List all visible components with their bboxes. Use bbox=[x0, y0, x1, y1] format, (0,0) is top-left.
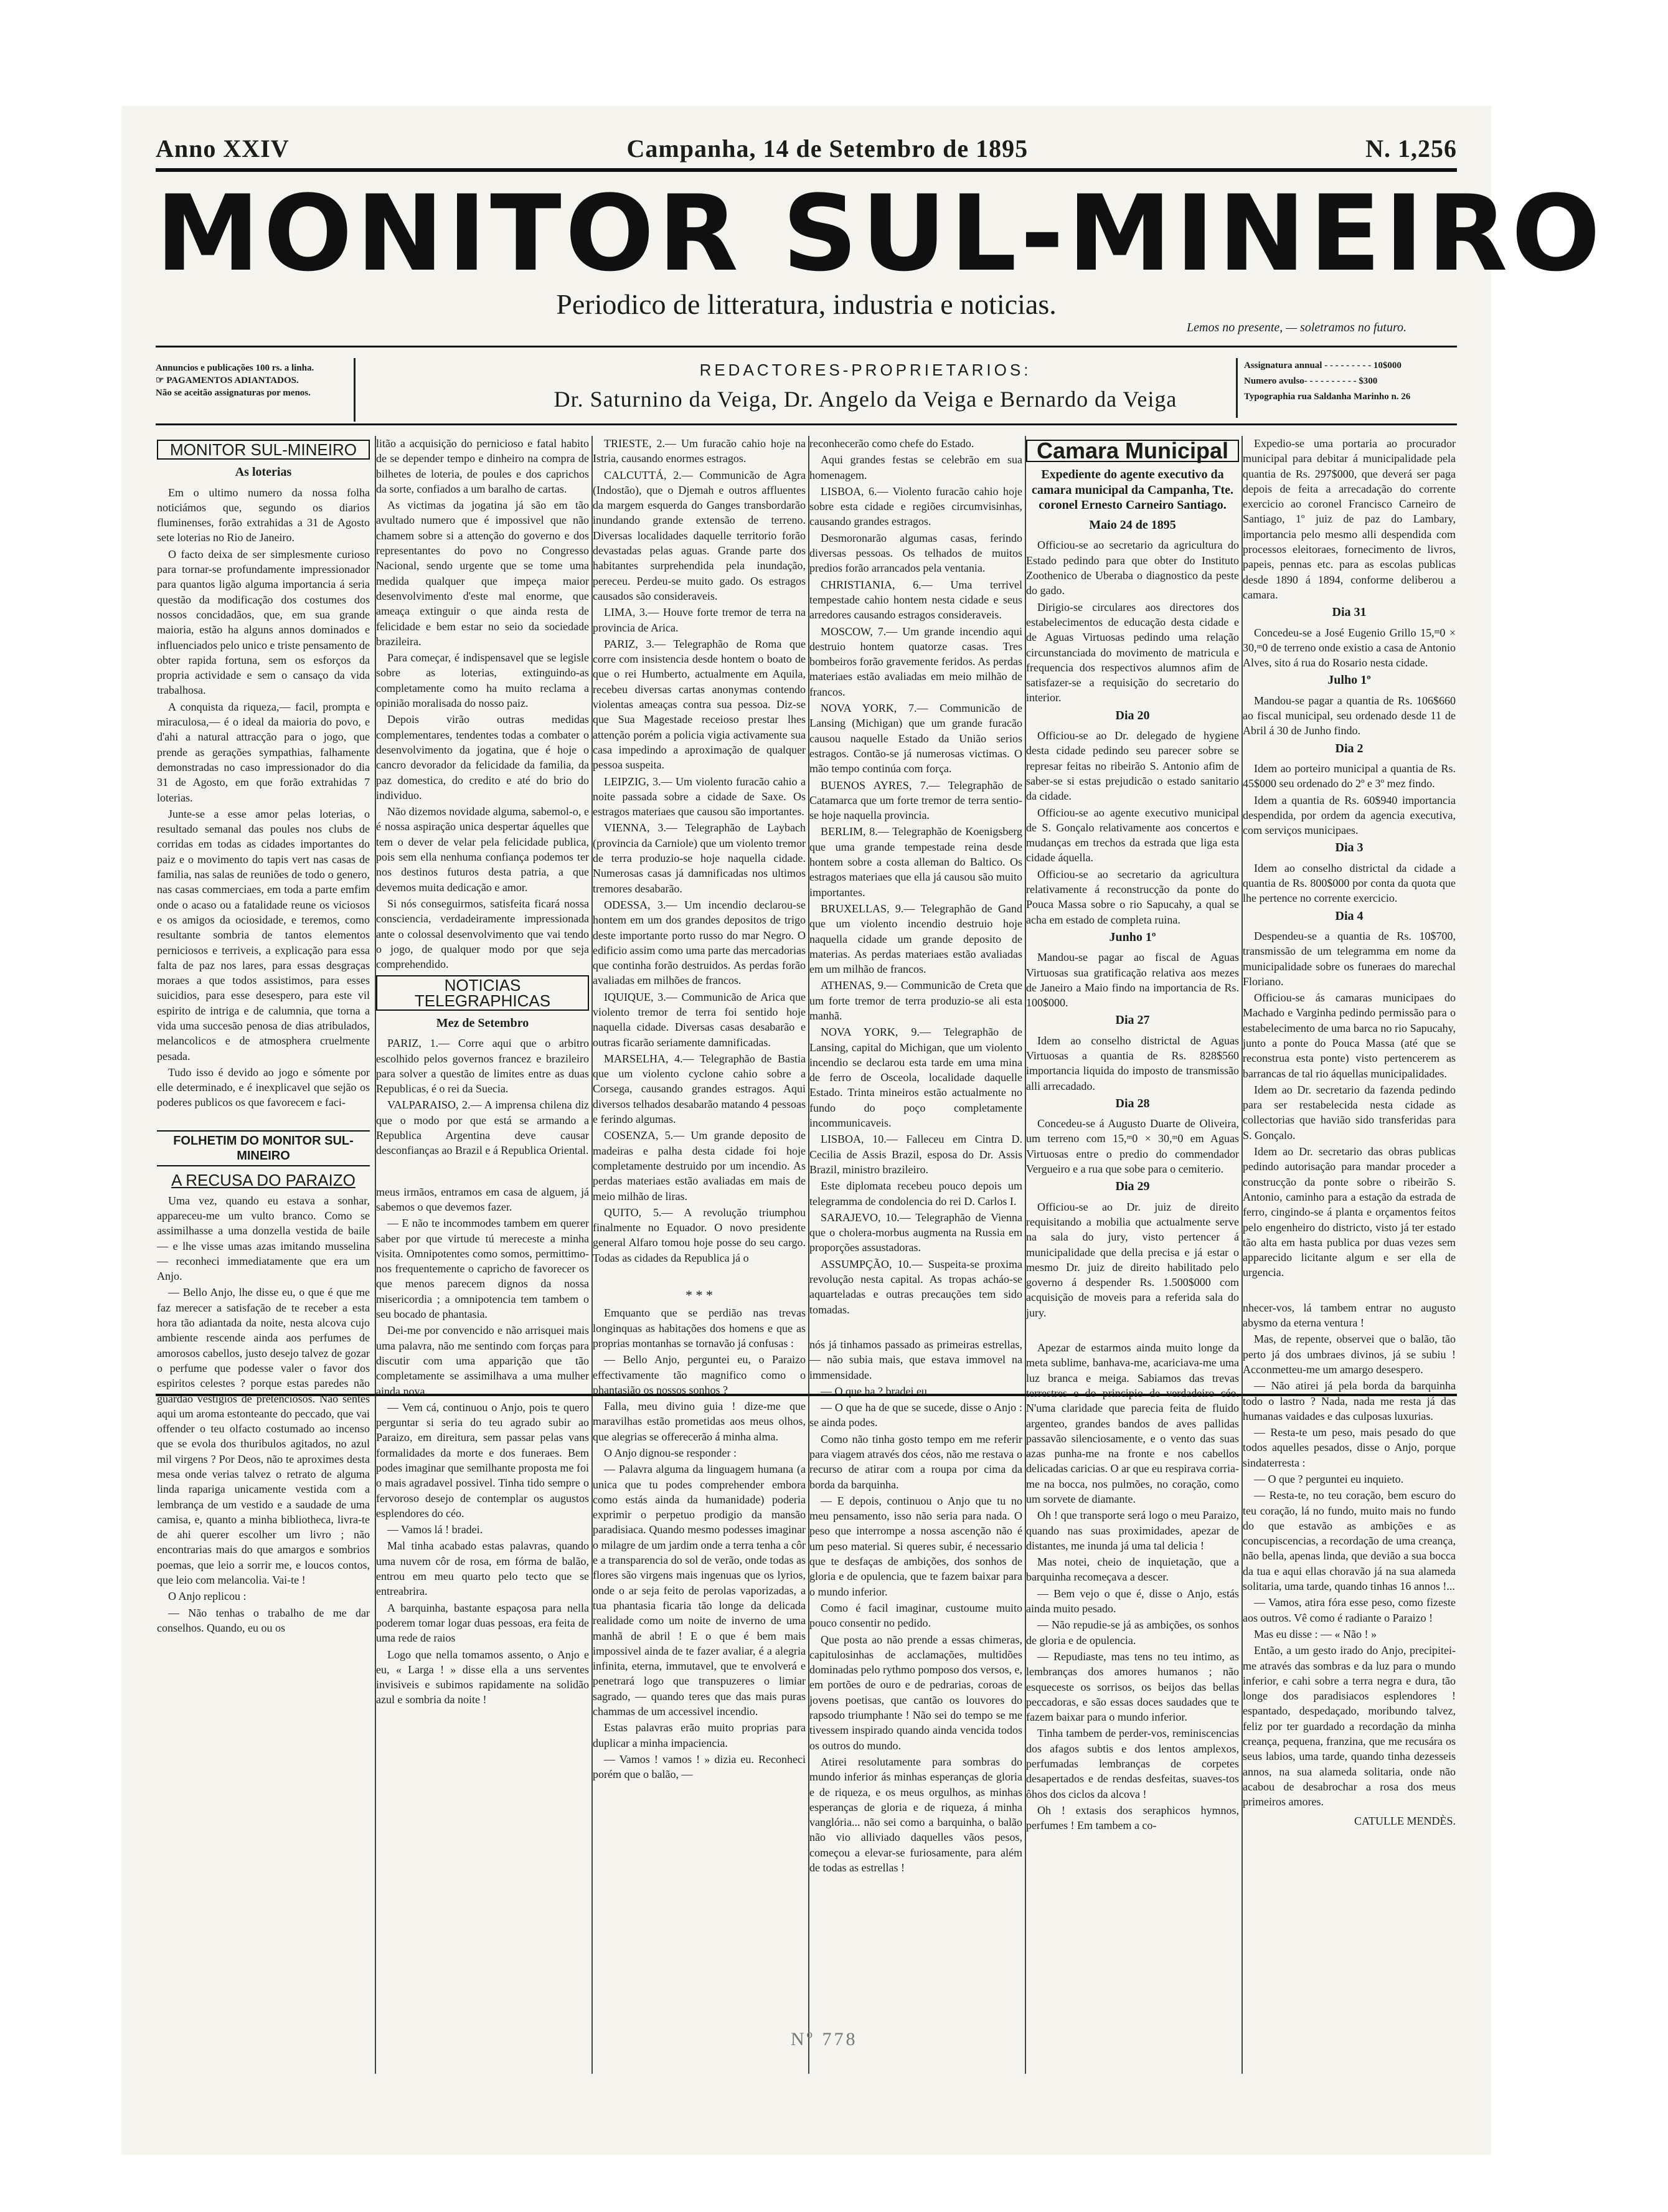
annual-price: Assignatura annual - - - - - - - - - 10$000 bbox=[1244, 361, 1402, 371]
telegrams-heading: NOTICIAS TELEGRAPHICAS bbox=[376, 975, 589, 1011]
paragraph: — O que ha de que se sucede, disse o Anjo : se ainda podes. bbox=[809, 1401, 1022, 1429]
editors-names: Dr. Saturnino da Veiga, Dr. Angelo da Veiga e Bernardo da Veiga bbox=[554, 387, 1177, 412]
paragraph: — Vamos ! vamos ! » dizia eu. Reconheci porém que o balão, — bbox=[593, 1752, 806, 1781]
entry-date: Dia 20 bbox=[1115, 708, 1150, 722]
telegram: CALCUTTÁ, 2.— Communicão de Agra (Indostão), que o Djemah e outros affluentes da margem esquerda do Ganges transbordarão inundando grande extensão de terreno. Diversas localidades daquelle territorio forão devastadas pelas aguas. Grande parte dos habitantes surprehendida pela inundação, pereceu. Perdeu-se muito gado. Os estragos causados são consideraveis. bbox=[593, 468, 806, 602]
paragraph: Junte-se a esse amor pelas loterias, o resultado semanal das poules nos clubs de corridas em todas as cidades importantes do paiz e o movimento do tapis vert nas casas de familia, nas salas de reuniões de todo o genero, nas casas commerciaes, em toda a parte emfim onde o acaso ou a fatalidade reune os viciosos e os amigos da ociosidade, e teremos, como resultante sombria de tantos elementos perniciosos e terriveis, a explicação para essa falta de paz nos lares, para essas desgraças moraes a que todos assistimos, para esses suicidios, para esse desespero, para este vil espirito de intriga e de calumnia, que torna a vida uma succesão penosa de dias atribulados, melancolicos e de atmosphera cruelmente pesada. bbox=[157, 807, 370, 1062]
column-6 bbox=[1243, 436, 1456, 2080]
paragraph: — Resta-te um peso, mais pesado do que todos aquelles pesados, disse o Anjo, porque sindaterresta : bbox=[1243, 1426, 1456, 1469]
paragraph: Despendeu-se a quantia de Rs. 10$700, transmissão de um telegramma em nome da municipalidade sobre os funeraes do marechal Floriano. bbox=[1243, 929, 1456, 988]
paragraph: O facto deixa de ser simplesmente curioso para tornar-se profundamente impressionador para quantos ligão alguma importancia á seria questão da modificação dos costumes dos nossos concidadãos, que, em sua grande maioria, estão ha alguns annos dominados e influenciados pelo unico e triste pensamento de obter rapida fortuna, sem os esforços da propria actividade e sem o cansaço da vida trabalhosa. bbox=[157, 547, 370, 697]
editors-label: REDACTORES-PROPRIETARIOS: bbox=[699, 361, 1032, 379]
paragraph: A barquinha, bastante espaçosa para nella poderem tomar logar duas pessoas, era feita de uma rede de raios bbox=[376, 1601, 589, 1645]
telegram: ATHENAS, 9.— Communicão de Creta que um forte tremor de terra produzio-se ali esta manhã. bbox=[809, 979, 1022, 1022]
telegram: TRIESTE, 2.— Um furacão cahio hoje na Istria, causando enormes estragos. bbox=[593, 437, 806, 465]
paragraph: Mandou-se pagar ao fiscal de Aguas Virtuosas sua gratificação relativa aos mezes de Janeiro a Maio findo na importancia de Rs. 100$000. bbox=[1026, 951, 1239, 1009]
telegram: MOSCOW, 7.— Um grande incendio aqui destruio hontem quatorze casas. Tres bombeiros forão gravemente feridos. As perdas materiaes estão avaliadas em meio milhão de francos. bbox=[809, 625, 1022, 698]
motto: Lemos no presente, — soletramos no futuro. bbox=[1187, 321, 1406, 334]
paragraph: O Anjo replicou : bbox=[168, 1590, 247, 1603]
paragraph: Idem ao Dr. secretario das obras publicas pedindo autorisação para mandar proceder a construcção da ponte sobre o ribeirão S. Antonio, caminho para a estação da estrada de ferro, cingindo-se á planta e orçamentos feitos pelo engenheiro do districto, visto já ter estado tão alta em hasta publica por duas vezes sem apparecido licitante algum e ser ella de urgencia. bbox=[1243, 1145, 1456, 1279]
column-3 bbox=[593, 436, 806, 2080]
paragraph: — O que ha ? bradei eu. bbox=[821, 1384, 930, 1397]
paragraph: Si nós conseguirmos, satisfeita ficará nossa consciencia, verdadeiramente impressionada ante o colossal desenvolvimento que vai tendo o jogo, de qualquer modo por que seja comprehendido. bbox=[376, 897, 589, 971]
paragraph: Idem a quantia de Rs. 60$940 importancia despendida, por ordem da agencia executiva, com serviços municipaes. bbox=[1243, 793, 1456, 837]
paragraph: Falla, meu divino guia ! dize-me que maravilhas estão prometidas aos meus olhos, que alegrias se offerecerão á minha alma. bbox=[593, 1400, 806, 1443]
telegram: PARIZ, 3.— Telegraphão de Roma que corre com insistencia desde hontem o boato de que o rei Humberto, actualmente em Aquila, recebeu diversas cartas anonymas contendo violentas ameaças contra sua pessoa. Diz-se que Sua Magestade receioso prestar lhes attenção porém a policia vigia activamente sua casa impedindo a aproximação de qualquer pessoa suspeita. bbox=[593, 637, 806, 772]
top-rule bbox=[156, 168, 1457, 172]
telegram: COSENZA, 5.— Um grande deposito de madeiras e palha desta cidade foi hoje completamente destruido por um incendio. As perdas materiaes estão avaliadas em mais de meio milhão de liras. bbox=[593, 1129, 806, 1203]
paragraph: Não dizemos novidade alguma, sabemol-o, e é nossa aspiração unica despertar áquelles que tem o dever de velar pela felicidade publica, pois sem ella nenhuma confiança podemos ter nos destinos futuros desta patria, a que devemos muita dedicação e amor. bbox=[376, 805, 589, 894]
paragraph: Idem ao porteiro municipal a quantia de Rs. 45$000 seu ordenado do 2º e 3º mez findo. bbox=[1243, 762, 1456, 790]
paragraph: nhecer-vos, lá tambem entrar no augusto abysmo da eterna ventura ! bbox=[1243, 1301, 1456, 1330]
telegram: ODESSA, 3.— Um incendio declarou-se hontem em um dos grandes depositos de trigo deste importante porto russo do mar Negro. O edificio assim como uma parte das mercadorias que continha forão destruidos. As perdas forão avaliadas em milhões de francos. bbox=[593, 898, 806, 987]
paragraph: Para começar, é indispensavel que se legisle sobre as loterias, extinguindo-as completamente como ha muito reclama a opinião moralisada do nosso paiz. bbox=[376, 651, 589, 710]
column-2 bbox=[376, 436, 589, 2080]
paragraph: Tinha tambem de perder-vos, reminiscencias dos afagos subtis e dos lentos amplexos, perfumadas lembranças de corpetes desapertados e de rendas desfeitas, suaves-tos ôhos dos ciclos da alcova ! bbox=[1026, 1727, 1239, 1800]
paragraph: Como não tinha gosto tempo em me referir para viagem através dos céos, não me restava o recurso de atirar com a roupa por cima da borda da barquinha. bbox=[809, 1432, 1022, 1491]
telegram: Desmoronarão algumas casas, ferindo diversas pessoas. Os telhados de muitos predios forão arrancados pela ventania. bbox=[809, 531, 1022, 575]
archive-stamp: Nº 778 bbox=[791, 2029, 858, 2049]
paragraph: Idem ao conselho districtal da cidade a quantia de Rs. 800$000 por conta da quota que lhe pertence no corrente exercicio. bbox=[1243, 861, 1456, 905]
paragraph: — Não atirei já pela borda da barquinha todo o lastro ? Nada, nada me resta já das humanas vaidades e das culposas luxurias. bbox=[1243, 1379, 1456, 1422]
single-price: Numero avulso- - - - - - - - - - $300 bbox=[1244, 376, 1378, 386]
dateline bbox=[156, 134, 1457, 163]
telegram: PARIZ, 1.— Corre aqui que o arbitro escolhido pelos governos francez e brazileiro para solver a questão de limites entre as duas Republicas, é o rei da Suecia. bbox=[376, 1037, 589, 1095]
council-heading: Camara Municipal bbox=[1026, 440, 1239, 462]
section-stars: * * * bbox=[686, 1287, 713, 1303]
print-shop: Typographia rua Saldanha Marinho n. 26 bbox=[1244, 392, 1411, 402]
masthead-subtitle: Periodico de litteratura, industria e noticias. bbox=[556, 288, 1057, 320]
place-date: Campanha, 14 de Setembro de 1895 bbox=[626, 135, 1029, 163]
paragraph: Mas eu disse : — « Não ! » bbox=[1254, 1627, 1377, 1640]
paragraph: Em o ultimo numero da nossa folha noticiámos que, segundo os diarios fluminenses, forão extrahidas a 31 de Agosto sete loterias no Rio de Janeiro. bbox=[157, 486, 370, 544]
entry-date: Dia 2 bbox=[1335, 741, 1364, 755]
subscription-note: Não se aceitão assignaturas por menos. bbox=[156, 388, 311, 398]
telegram: BUENOS AYRES, 7.— Telegraphão de Catamarca que um forte tremor de terra sentio-se hoje naquella provincia. bbox=[809, 778, 1022, 822]
paragraph: Depois virão outras medidas complementares, tendentes todas a combater o desenvolvimento da jogatina, que é hoje o cancro devorador da felicidade da familia, da paz domestica, do credito e até do brio do individuo. bbox=[376, 713, 589, 801]
column-4 bbox=[809, 436, 1022, 2080]
issue-year: Anno XXIV bbox=[156, 135, 290, 163]
telegram: CHRISTIANIA, 6.— Uma terrivel tempestade cahio hontem nesta cidade e seus arredores causando estragos consideraveis. bbox=[809, 578, 1022, 622]
telegram: QUITO, 5.— A revolução triumphou finalmente no Equador. O novo presidente general Alfaro tomou hoje posse do seu cargo. Todas as cidades da Republica já o bbox=[593, 1206, 806, 1264]
paragraph: Officiou-se ás camaras municipaes do Machado e Varginha pedindo permissão para o estabelecimento de uma barca no rio Sapucahy, junto a ponte do Pouca Massa (até que se reconstrua esta ponte) visto pertencerem as barrancas de tal rio áquellas municipalidades. bbox=[1243, 991, 1456, 1080]
issue-number: N. 1,256 bbox=[1365, 135, 1457, 163]
paragraph: Logo que nella tomamos assento, o Anjo e eu, « Larga ! » disse ella a uns serventes invisiveis e subimos rapidamente na solidão azul e sombria da noite ! bbox=[376, 1648, 589, 1706]
pointing-hand-icon: ☞ bbox=[156, 376, 167, 385]
entry-date: Dia 3 bbox=[1335, 841, 1364, 855]
paragraph: Apezar de estarmos ainda muito longe da meta sublime, banhava-me, acariciava-me uma luz branca e meiga. Sabiamos das trevas terrestres e do principio de verdadeiro céo. N'uma claridade que parecia feita de fluido argenteo, grandes bandos de aves pallidas passavão silenciosamente, e o vento das suas azas punha-me na fronte e nos cabellos delicadas caricias. O ar que eu respirava corria-me na bocca, nos pulmões, no coração, como um sorvete de diamante. bbox=[1026, 1341, 1239, 1505]
telegram: ASSUMPÇÃO, 10.— Suspeita-se proxima revolução nesta capital. As tropas acháo-se aquarteladas e outras precauções tem sido tomadas. bbox=[809, 1257, 1022, 1316]
subscription-prices bbox=[1236, 358, 1457, 418]
author-signature: CATULLE MENDÈS. bbox=[1354, 1814, 1456, 1827]
paragraph: Idem ao conselho districtal de Aguas Virtuosas a quantia de Rs. 828$560 importancia liquida do imposto de transmissão alli arrecadado. bbox=[1026, 1034, 1239, 1092]
paragraph: Mas, de repente, observei que o balão, tão perto já dos umbraes divinos, já se subiu ! Acconmetteu-me um amargo desespero. bbox=[1243, 1333, 1456, 1376]
masthead-title: MONITOR SUL-MINEIRO bbox=[156, 173, 1604, 295]
telegram: LEIPZIG, 3.— Um violento furacão cahio a noite passada sobre a cidade de Saxe. Os estragos materiaes que causou são importantes. bbox=[593, 775, 806, 818]
paragraph: meus irmãos, entramos em casa de alguem, já sabemos o que devemos fazer. bbox=[376, 1185, 589, 1213]
entry-date: Dia 29 bbox=[1115, 1179, 1150, 1194]
council-subheading: Expediente do agente executivo da camara municipal da Campanha, Tte. coronel Ernesto Carneiro Santiago. bbox=[1031, 468, 1234, 512]
editors-block bbox=[361, 358, 1370, 412]
telegram: MARSELHA, 4.— Telegraphão de Bastia que um violento cyclone cahio sobre a Corsega, causando grandes estragos. Aqui diversos telhados desabarão matando 4 pessoas e ferindo algumas. bbox=[593, 1052, 806, 1126]
paragraph: Dei-me por convencido e não arrisquei mais uma palavra, não me sentindo com forças para discutir com uma apparição que tão completamente se assimilhava a uma mulher ainda nova. bbox=[376, 1324, 589, 1397]
paragraph: — Vem cá, continuou o Anjo, pois te quero perguntar si seria do teu agrado subir ao Paraizo, em direitura, sem passar pelas vans formalidades da morte e dos funeraes. Bem podes imaginar que semilhante proposta me foi o mais agradavel possivel. Tinha tido sempre o fervoroso desejo de contemplar os augustos esplendores do céo. bbox=[376, 1401, 589, 1520]
column-1 bbox=[157, 436, 370, 2080]
editorial-heading: MONITOR SUL-MINEIRO bbox=[157, 440, 370, 460]
telegram: BRUXELLAS, 9.— Telegraphão de Gand que um violento incendio destruio hoje naquella cidade um grande deposito de materias. As perdas materiaes estão avaliadas em um milhão de francos. bbox=[809, 902, 1022, 976]
ad-rates bbox=[156, 358, 356, 422]
telegram: reconhecerão como chefe do Estado. bbox=[809, 437, 974, 450]
ad-rate-line: Annuncios e publicações 100 rs. a linha. bbox=[156, 363, 314, 373]
telegram: Este diplomata recebeu pouco depois um telegramma de condolencia do rei D. Carlos I. bbox=[809, 1179, 1022, 1208]
telegram: LISBOA, 6.— Violento furacão cahio hoje sobre esta cidade e regiões circumvisinhas, causando grandes estragos. bbox=[809, 484, 1022, 528]
paragraph: litão a acquisição do pernicioso e fatal habito de se depender tempo e dinheiro na compra de bilhetes de loteria, de poules e dos caprichos da sorte, confiados a um baralho de cartas. bbox=[376, 437, 589, 495]
paragraph: Mandou-se pagar a quantia de Rs. 106$660 ao fiscal municipal, seu ordenado desde 11 de Abril á 30 de Junho findo. bbox=[1243, 694, 1456, 737]
telegram: VALPARAISO, 2.— A imprensa chilena diz que o modo por que está se armando a Republica Argentina deve causar desconfianças ao Brazil e á Republica Oriental. bbox=[376, 1099, 589, 1157]
paragraph: Concedeu-se a José Eugenio Grillo 15,ᵐ0 × 30,ᵐ0 de terreno onde existio a casa de Antonio Alves, sito á rua do Rosario nesta cidade. bbox=[1243, 626, 1456, 669]
paragraph: Então, a um gesto irado do Anjo, precipitei-me através das sombras e da luz para o mundo inferior, e cahi sobre a terra negra e dura, tão longe dos paradisiacos esplendores ! espantado, despedaçado, moribundo talvez, feliz por ter guardado a recordação da minha creança, pequena, franzina, que me recusára os seus labios, uma tarde, quando tinha dezesseis annos, na sua alameda solitaria, onde não acabou de desabrochar a rosa dos meus primeiros amores. bbox=[1243, 1644, 1456, 1808]
paragraph: — Não tenhas o trabalho de me dar conselhos. Quando, eu ou os bbox=[157, 1606, 370, 1634]
paragraph: — Repudiaste, mas tens no teu intimo, as lembranças dos amores humanos ; não esqueceste os sorrisos, os beijos das bellas peccadoras, e são essas doces saudades que te fazem baixar para o mundo inferior. bbox=[1026, 1650, 1239, 1724]
paragraph: Dirigio-se circulares aos directores dos estabelecimentos de educação desta cidade e de Aguas Virtuosas pedindo uma relação circunstanciada do movimento de matricula e frequencia dos respectivos alumnos afim de satisfazer-se a requisição do secretario do interior. bbox=[1026, 600, 1239, 704]
paragraph: Oh ! que transporte será logo o meu Paraizo, quando nas suas proximidades, apezar de distantes, me inunda já uma tal delicia ! bbox=[1026, 1509, 1239, 1552]
telegram: NOVA YORK, 7.— Communicão de Lansing (Michigan) que um grande furacão causou naquelle Estado da União serios estragos. Contão-se já numerosas victimas. O mão tempo continúa com força. bbox=[809, 702, 1022, 775]
paragraph: — Palavra alguma da linguagem humana (a unica que tu podes comprehender embora como estás ainda da humanidade) poderia exprimir o perpetuo prodigio da mansão paradisiaca. Quando mesmo podesses imaginar o milagre de um jardim onde a terra tenha a côr e a transparencia do sol de verão, onde todas as flores são virgens mais ingenuas que os lyrios, onde o ar seja feito de perolas vaporizadas, a tua phantasia ficaria tão longe da delicada realidade como um noite de inverno de uma manhã de abril ! E o que é bem mais impossivel ainda de te fazer avaliar, é a alegria infinita, eterna, immutavel, que te envolverá e penetrará logo que transpuzeres o limiar sagrado, — quando teres que das mais puras chammas de um accessivel incendio. bbox=[593, 1463, 806, 1718]
paragraph: Expedio-se uma portaria ao procurador municipal para debitar á municipalidade pela quantia de Rs. 297$000, que deverá ser paga depois de feita a arrecadação do corrente exercicio ao coronel Francisco Carneiro de Santiago, 1º juiz de paz do Lambary, importancia pelo mesmo alli despendida com processos eleitoraes, fornecimento de livros, papeis, pennas etc. para as escolas publicas desde 1890 á 1894, conforme deliberou a camara. bbox=[1243, 437, 1456, 601]
telegram: BERLIM, 8.— Telegraphão de Koenigsberg que uma grande tempestade reina desde hontem sobre a costa alleman do Baltico. Os estragos materiaes que ella já causou são muito importantes. bbox=[809, 825, 1022, 899]
telegram: Aqui grandes festas se celebrão em sua homenagem. bbox=[809, 453, 1022, 481]
paragraph: Concedeu-se á Augusto Duarte de Oliveira, um terreno com 15,ᵐ0 × 30,ᵐ0 em Aguas Virtuosas entre o predio do commendador Vergueiro e a rua que sobe para o cemiterio. bbox=[1026, 1117, 1239, 1176]
paragraph: Uma vez, quando eu estava a sonhar, appareceu-me um vulto branco. Como se assimilhasse a uma donzella vestida de baile — e lhe visse umas azas imitando musselina — reconheci immediatamente que era um Anjo. bbox=[157, 1194, 370, 1283]
paragraph: — E depois, continuou o Anjo que tu no meu pensamento, isso não seria para nada. O peso que interrompe a nossa ascenção não é um peso material. Si queres subir, é necessario que te desfaças de ambições, dos sonhos de gloria e de opulencia, que te fazem baixar para o mundo inferior. bbox=[809, 1494, 1022, 1598]
paragraph: Officiou-se ao Dr. delegado de hygiene desta cidade pedindo seu parecer sobre se represar feitas no ribeirão S. Antonio afim de saber-se si estas prejudicão o estado sanitario da cidade. bbox=[1026, 729, 1239, 803]
paragraph: Atirei resolutamente para sombras do mundo inferior ás minhas esperanças de gloria e de riqueza, e os meus orgulhos, as minhas esperanças de gloria e de riqueza, á minha vanglória... não sei como a barquinha, o balão não vio alliviado daquelles vãos pesos, começou a elevar-se furiosamente, para além de todas as estrellas ! bbox=[809, 1755, 1022, 1874]
entry-date: Dia 28 bbox=[1115, 1096, 1150, 1110]
paragraph: nós já tinhamos passado as primeiras estrellas, — não subia mais, que estava immovel na immensidade. bbox=[809, 1338, 1022, 1381]
paragraph: Officiou-se ao secretario da agricultura relativamente á reconstrucção da ponte do Pouca Massa sobre o rio Sapucahy, a qual se acha em estado de completa ruina. bbox=[1026, 867, 1239, 926]
paragraph: — E não te incommodes tambem em querer saber por que virtude tú mereceste a minha visita. Omnipotentes como somos, permittimo-nos frequentemente o capricho de favorecer os que menos parecem dignos da nossa misericordia ; a omnipotencia tem tambem o seu bocado de phantasia. bbox=[376, 1217, 589, 1321]
story-title: A RECUSA DO PARAIZO bbox=[171, 1171, 356, 1190]
payment-line: ☞ PAGAMENTOS ADIANTADOS. bbox=[156, 376, 299, 385]
paragraph: — Não repudie-se já as ambições, os sonhos de gloria e de opulencia. bbox=[1026, 1619, 1239, 1647]
telegram: NOVA YORK, 9.— Telegraphão de Lansing, capital do Michigan, que um violento incendio se declarou esta tarde em uma mina de ferro de Osceola, localidade daquelle Estado. Trinta mineiros estão actualmente no fundo do poço completamente incommunicaveis. bbox=[809, 1026, 1022, 1130]
paragraph: Tudo isso é devido ao jogo e sómente por elle determinado, e é inexplicavel que sejão os poderes publicos os que favorecem e faci- bbox=[157, 1066, 370, 1109]
paragraph: Estas palavras erão muito proprias para duplicar a minha impaciencia. bbox=[593, 1721, 806, 1749]
paragraph: As victimas da jogatina já são em tão avultado numero que é impossivel que não chamem sobre si a attenção do governo e dos representantes do povo no Congresso Nacional, sendo urgente que se tome uma medida qualquer que impeça maior desenvolvimento d'este mal enorme, que ameaça extinguir o que ainda resta de felicidade e bem estar no seio da sociedade brazileira. bbox=[376, 499, 589, 648]
paragraph: Mas notei, cheio de inquietação, que a barquinha recomeçava a descer. bbox=[1026, 1556, 1239, 1584]
paragraph: Que posta ao não prende a essas chimeras, capitulosinhas de acclamações, multidões dominadas pelo rythmo pomposo dos versos, e, em portões de ouro e de pedrarias, coroas de jovens poetisas, que cantão os louvores do rapsodo triumphante ! Não sei do tempo se me tivessem inspirado quando ainda vencida todos os outros do mundo. bbox=[809, 1633, 1022, 1752]
paragraph: Mal tinha acabado estas palavras, quando uma nuvem côr de rosa, em fórma de balão, entrou em meu quarto pelo tecto que se entreabrira. bbox=[376, 1539, 589, 1598]
paragraph: Officiou-se ao agente executivo municipal de S. Gonçalo relativamente aos concertos e mudanças em trechos da estrada que liga esta cidade áquella. bbox=[1026, 806, 1239, 864]
entry-date: Dia 31 bbox=[1332, 605, 1367, 620]
entry-date: Maio 24 de 1895 bbox=[1089, 518, 1176, 532]
info-bar bbox=[156, 358, 1457, 418]
telegrams-subheading: Mez de Setembro bbox=[436, 1016, 529, 1030]
header-rule bbox=[156, 346, 1457, 347]
entry-date: Julho 1º bbox=[1327, 673, 1371, 688]
telegram: LISBOA, 10.— Falleceu em Cintra D. Cecilia de Assis Brazil, esposa do Dr. Assis Brazil, ministro brazileiro. bbox=[809, 1133, 1022, 1176]
paragraph: — Resta-te, no teu coração, bem escuro do teu coração, lá no fundo, muito mais no fundo do que estavão as ambições e as concupiscencias, a recordação de uma creança, não bella, apenas linda, que devião a sua bocca da tua e aqui ellas choravão já na sua alameda solitaria, uma tarde, quando tinhas 16 annos !... bbox=[1243, 1489, 1456, 1593]
paragraph: — Vamos lá ! bradei. bbox=[387, 1523, 483, 1536]
paragraph: Como é facil imaginar, custoume muito pouco consentir no pedido. bbox=[809, 1601, 1022, 1630]
folhetim-heading: FOLHETIM DO MONITOR SUL-MINEIRO bbox=[157, 1130, 370, 1167]
paragraph: — Vamos, atira fóra esse peso, como fizeste aos outros. Vê como é radiante o Paraizo ! bbox=[1243, 1596, 1456, 1624]
entry-date: Dia 27 bbox=[1115, 1013, 1150, 1028]
paragraph: O Anjo dignou-se responder : bbox=[604, 1447, 737, 1459]
entry-date: Junho 1º bbox=[1109, 930, 1156, 944]
paragraph: Officiou-se ao Dr. juiz de direito requisitando a mobilia que actualmente serve na sala do jury, visto pertencer á municipalidade que della precisa e já estar o mesmo Dr. juiz de direito habilitado pelo governo á despender Rs. 1.500$000 com acquisição de moveis para a referida sala do jury. bbox=[1026, 1200, 1239, 1319]
editorial-subheading: As loterias bbox=[235, 465, 292, 480]
paragraph: — Bello Anjo, perguntei eu, o Paraizo effectivamente tão magnifico como o phantasião os nossos sonhos ? bbox=[593, 1353, 806, 1396]
telegram: LIMA, 3.— Houve forte tremor de terra na provincia de Arica. bbox=[593, 606, 806, 634]
paragraph: Oh ! extasis dos seraphicos hymnos, perfumes ! Em tambem a co- bbox=[1026, 1803, 1239, 1832]
entry-date: Dia 4 bbox=[1335, 909, 1364, 923]
paragraph: — Bello Anjo, lhe disse eu, o que é que me faz merecer a satisfação de te receber a esta hora tão adiantada da noite, nesta alcova cujo ambiente rescende ainda aos perfumes de amorosos cabellos, justo desejo talvez de gozar o perfume que podesse valer o favor dos espiritos celestes ? porque estas paredes não guardão vestigios de pretenciosos. Não sentes aqui um aroma estonteante do peccado, que vai offender o teu olfacto costumado ao incenso que se evola dos thuribulos agitados, no azul mil virgens ? Por Deos, não te aproximes desta mesa onde verias talvez o retrato de alguma linda rapariga unicamente vestida com a lembrança de um vestido e a saudade de uma camisa, e, quanto a minha bibliotheca, livra-te de ahi querer escolher um livro ; não encontrarias mais do que amargos e sombrios poemas, que leio a sorrir me, e loucos contos, que leio com melancolia. Vai-te ! bbox=[157, 1286, 370, 1587]
column-5 bbox=[1026, 436, 1239, 2080]
paragraph: Idem ao Dr. secretario da fazenda pedindo para ser restabelecida nesta cidade as collectorias que havião sido transferidas para S. Gonçalo. bbox=[1243, 1083, 1456, 1141]
paragraph: — O que ? perguntei eu inquieto. bbox=[1254, 1473, 1404, 1485]
telegram: IQUIQUE, 3.— Communicão de Arica que violento tremor de terra foi sentido hoje naquella cidade. Diversas casas desabarão e outras ficarão seriamente damnificadas. bbox=[593, 990, 806, 1049]
paragraph: — Bem vejo o que é, disse o Anjo, estás ainda muito pesado. bbox=[1026, 1587, 1239, 1615]
paragraph: Emquanto que se perdião nas trevas longinquas as habitações dos homens e que as proprias montanhas se tornavão já confusas : bbox=[593, 1307, 806, 1349]
telegram: VIENNA, 3.— Telegraphão de Laybach (provincia da Carniole) que um violento tremor de terra produzio-se hoje naquella cidade. Numerosas casas já damnificadas nos ultimos tremores desabarão. bbox=[593, 821, 806, 895]
telegram: SARAJEVO, 10.— Telegraphão de Vienna que o cholera-morbus augmenta na Russia em proporções assustadoras. bbox=[809, 1211, 1022, 1254]
info-rule bbox=[156, 423, 1457, 425]
paragraph: Officiou-se ao secretario da agricultura do Estado pedindo para que obter do Instituto Zoothenico de Uberaba o diagnostico da peste do gado. bbox=[1026, 539, 1239, 597]
paragraph: A conquista da riqueza,— facil, prompta e miraculosa,— é o ideal da maioria do povo, e d'ahi a natural attracção para o jogo, que prende as gerações sympathias, falhamente demonstradas no caso impressionador do dia 31 de Agosto, em que forão extrahidas 7 loterias. bbox=[157, 700, 370, 804]
